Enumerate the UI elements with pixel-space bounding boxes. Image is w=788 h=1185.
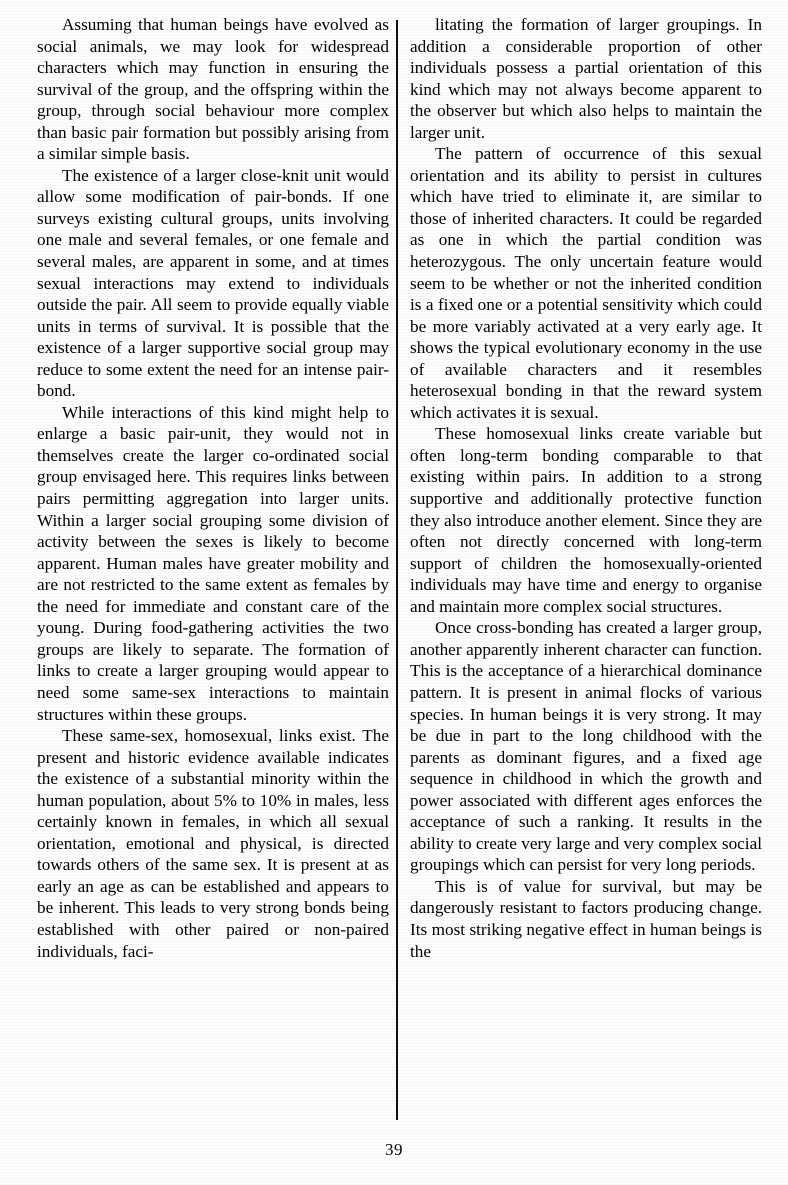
left-text-column (37, 14, 389, 962)
paragraph: litating the formation of larger groupings. In addition a considerable proportion of other individuals possess a partial orientation of this kind which may not always become apparent to the observer but which also helps to maintain the larger unit. (410, 15, 762, 142)
right-text-column (410, 14, 762, 962)
page-number: 39 (385, 1140, 403, 1159)
paragraph: Once cross-bonding has created a larger group, another apparently inherent character can function. This is the acceptance of a hierarchical dominance pattern. It is present in animal flocks of various species. In human beings it is very strong. It may be due in part to the long childhood with the parents as dominant figures, and a fixed age sequence in childhood in which the growth and power associated with different ages enforces the acceptance of such a ranking. It results in the ability to create very large and very complex social groupings which can persist for very long periods. (410, 618, 762, 875)
paragraph: This is of value for survival, but may be dangerously resistant to factors producing change. Its most striking negative effect in human beings is the (410, 876, 762, 961)
paragraph: These same-sex, homosexual, links exist. The present and historic evidence available indicates the existence of a substantial minority within the human population, about 5% to 10% in males, less certainly known in females, in which all sexual orientation, emotional and physical, is directed towards others of the same sex. It is present at as early an age as can be established and appears to be inherent. This leads to very strong bonds being established with other paired or non-paired individuals, faci- (37, 726, 389, 961)
paragraph: Assuming that human beings have evolved as social animals, we may look for widespread characters which may function in ensuring the survival of the group, and the offspring within the group, through social behaviour more complex than basic pair formation but possibly arising from a similar simple basis. (37, 15, 389, 164)
column-divider-rule (396, 20, 398, 1120)
paragraph: The existence of a larger close-knit unit would allow some modification of pair-bonds. If one surveys existing cultural groups, units involving one male and several females, or one female and several males, are apparent in some, and at times sexual interactions may extend to individuals outside the pair. All seem to provide equally viable units in terms of survival. It is possible that the existence of a larger supportive social group may reduce to some extent the need for an intense pair-bond. (37, 165, 389, 401)
paragraph: The pattern of occurrence of this sexual orientation and its ability to persist in cultures which have tried to eliminate it, are similar to those of inherited characters. It could be regarded as one in which the partial condition was heterozygous. The only uncertain feature would seem to be whether or not the inherited condition is a fixed one or a potential sensitivity which could be more variably activated at a very early age. It shows the typical evolutionary economy in the use of available characters and it resembles heterosexual bonding in that the reward system which activates it is sexual. (410, 144, 762, 422)
paragraph: These homosexual links create variable but often long-term bonding comparable to that existing within pairs. In addition to a strong supportive and additionally protective function they also introduce another element. Since they are often not directly concerned with long-term support of children the homosexually-oriented individuals may have time and energy to organise and maintain more complex social structures. (410, 424, 762, 616)
paragraph: While interactions of this kind might help to enlarge a basic pair-unit, they would not in themselves create the larger co-ordinated social group envisaged here. This requires links between pairs permitting aggregation into larger units. Within a larger social grouping some division of activity between the sexes is likely to become apparent. Human males have greater mobility and are not restricted to the same extent as females by the need for immediate and constant care of the young. During food-gathering activities the two groups are likely to separate. The formation of links to create a larger grouping would appear to need some same-sex interactions to maintain structures within these groups. (37, 402, 389, 724)
